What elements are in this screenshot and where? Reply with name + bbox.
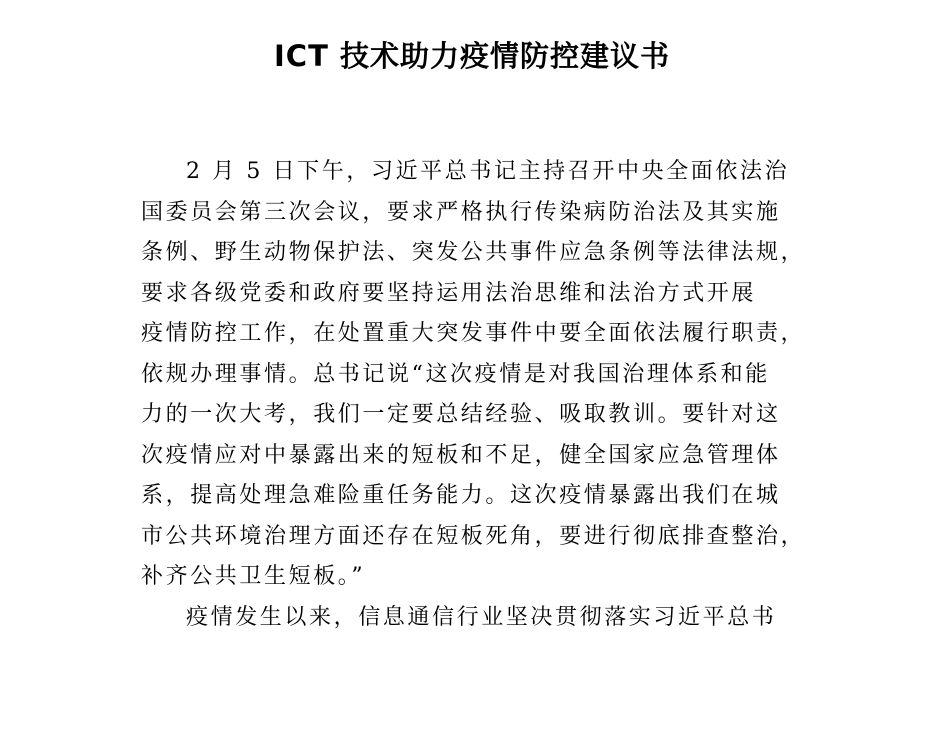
paragraph-line: 疫情发生以来，信息通信行业坚决贯彻落实习近平总书: [186, 604, 777, 630]
paragraph-line: 次疫情应对中暴露出来的短板和不足，健全国家应急管理体: [141, 442, 781, 468]
paragraph-line: 国委员会第三次会议，要求严格执行传染病防治法及其实施: [141, 199, 781, 225]
document-body: [141, 152, 811, 638]
paragraph-line: 力的一次大考，我们一定要总结经验、吸取教训。要针对这: [141, 402, 781, 427]
paragraph-line: 依规办理事情。总书记说“这次疫情是对我国治理体系和能: [141, 361, 770, 387]
paragraph-line: 补齐公共卫生短板。”: [141, 564, 366, 589]
paragraph-line: 2 月 5 日下午，习近平总书记主持召开中央全面依法治: [186, 159, 790, 184]
paragraph-line: 条例、野生动物保护法、突发公共事件应急条例等法律法规，: [141, 240, 806, 265]
document-title: ICT 技术助力疫情防控建议书: [274, 39, 670, 73]
paragraph-line: 要求各级党委和政府要坚持运用法治思维和法治方式开展: [141, 280, 757, 306]
paragraph-line: 疫情防控工作，在处置重大突发事件中要全面依法履行职责，: [141, 321, 806, 346]
paragraph-line: 系，提高处理急难险重任务能力。这次疫情暴露出我们在城: [141, 483, 781, 508]
paragraph-line: 市公共环境治理方面还存在短板死角，要进行彻底排查整治，: [141, 523, 806, 549]
